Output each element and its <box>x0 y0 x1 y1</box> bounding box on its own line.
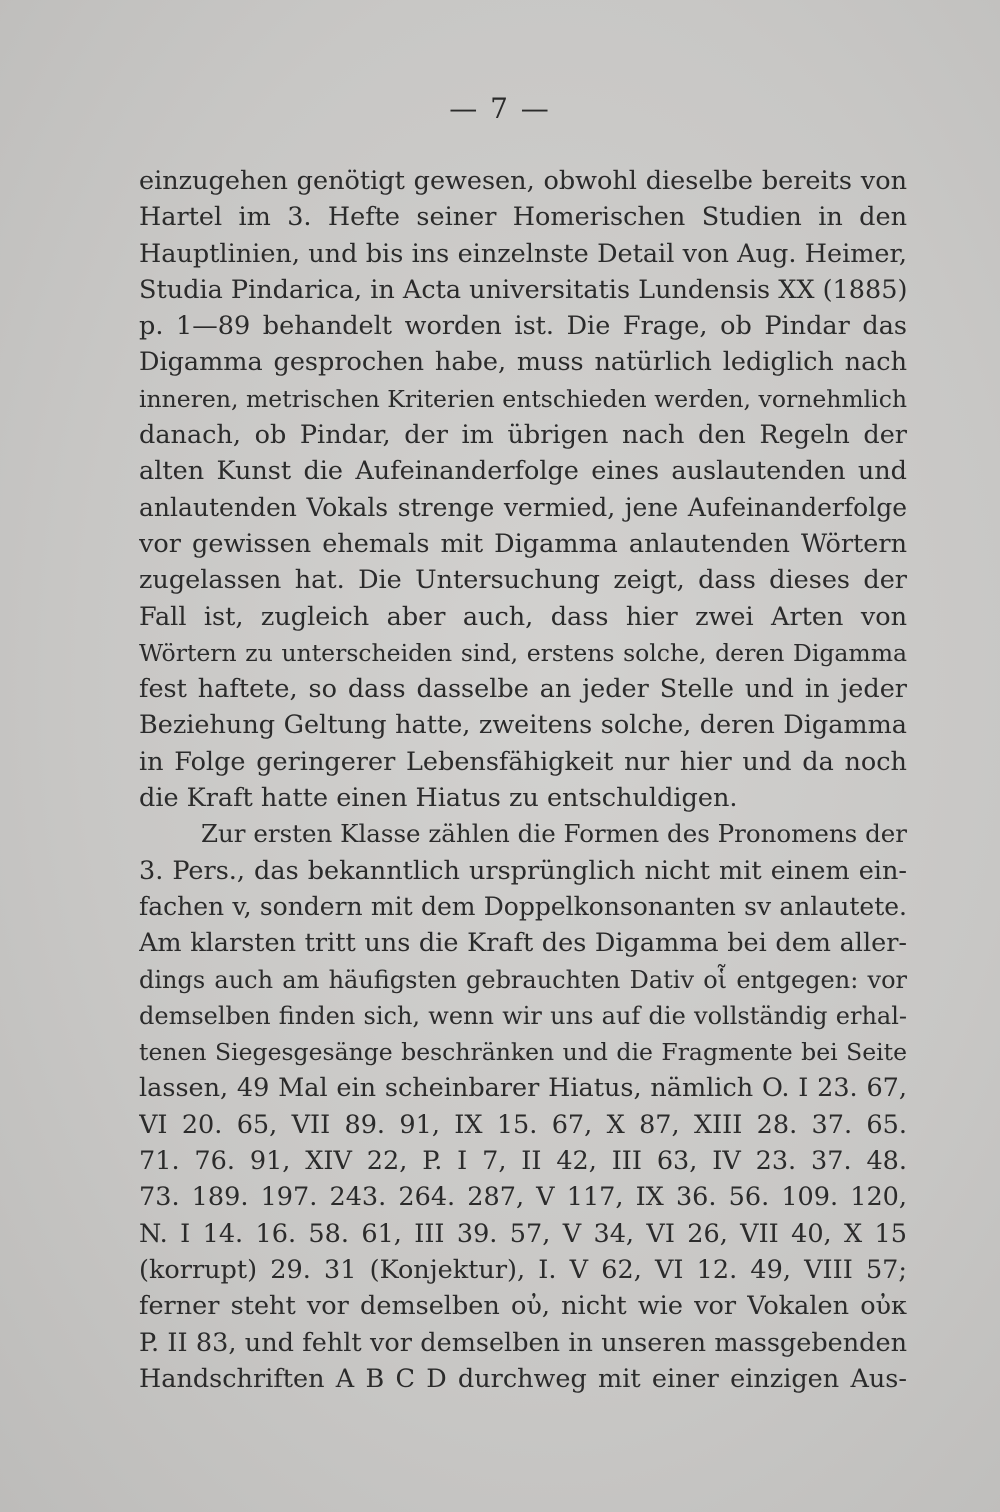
text-line: Am klarsten tritt uns die Kraft des Digamma bei dem aller- <box>139 928 907 959</box>
text-line: Fall ist, zugleich aber auch, dass hier zwei Arten von <box>139 601 907 632</box>
text-line: anlautenden Vokals strenge vermied, jene Aufeinanderfolge <box>139 492 907 522</box>
text-line: Beziehung Geltung hatte, zweitens solche, deren Digamma <box>139 710 907 741</box>
text-line: N. I 14. 16. 58. 61, III 39. 57, V 34, VI 26, VII 40, X 15 <box>139 1218 907 1249</box>
text-line: die Kraft hatte einen Hiatus zu entschuldigen. <box>139 783 738 814</box>
body-text <box>139 163 907 1397</box>
text-line: vor gewissen ehemals mit Digamma anlautenden Wörtern <box>139 528 907 559</box>
text-line: 71. 76. 91, XIV 22, P. I 7, II 42, III 63, IV 23. 37. 48. <box>139 1146 907 1177</box>
text-line: ferner steht vor demselben οὐ, nicht wie vor Vokalen οὐκ <box>139 1291 907 1322</box>
text-line: p. 1—89 behandelt worden ist. Die Frage, ob Pindar das <box>139 311 907 342</box>
text-line: danach, ob Pindar, der im übrigen nach den Regeln der <box>139 420 907 451</box>
text-line: 3. Pers., das bekanntlich ursprünglich nicht mit einem ein- <box>139 855 907 886</box>
text-line: lassen, 49 Mal ein scheinbarer Hiatus, nämlich O. I 23. 67, <box>139 1073 907 1104</box>
text-line: Handschriften A B C D durchweg mit einer einzigen Aus- <box>139 1363 907 1394</box>
text-line: Studia Pindarica, in Acta universitatis Lundensis XX (1885) <box>139 274 907 305</box>
page-number: — 7 — <box>449 92 551 125</box>
text-line: zugelassen hat. Die Untersuchung zeigt, dass dieses der <box>139 565 907 596</box>
text-line: alten Kunst die Aufeinanderfolge eines auslautenden und <box>139 456 907 487</box>
text-line: tenen Siegesgesänge beschränken und die Fragmente bei Seite <box>139 1038 907 1067</box>
text-line: in Folge geringerer Lebensfähigkeit nur hier und da noch <box>139 746 907 777</box>
text-line: demselben finden sich, wenn wir uns auf die vollständig erhal- <box>139 1001 907 1030</box>
text-line: VI 20. 65, VII 89. 91, IX 15. 67, X 87, XIII 28. 37. 65. <box>139 1109 907 1140</box>
text-line: P. II 83, und fehlt vor demselben in unseren massgebenden <box>139 1327 907 1358</box>
text-line: dings auch am häufigsten gebrauchten Dativ οἷ entgegen: vor <box>139 965 907 994</box>
text-line: inneren, metrischen Kriterien entschieden werden, vornehmlich <box>139 384 907 413</box>
text-line: fest haftete, so dass dasselbe an jeder Stelle und in jeder <box>139 674 907 705</box>
text-line: Hartel im 3. Hefte seiner Homerischen Studien in den <box>139 202 907 233</box>
text-line: einzugehen genötigt gewesen, obwohl dieselbe bereits von <box>139 166 907 196</box>
text-line: Hauptlinien, und bis ins einzelnste Detail von Aug. Heimer, <box>139 238 907 269</box>
text-line: Wörtern zu unterscheiden sind, erstens solche, deren Digamma <box>139 638 907 667</box>
text-line: Zur ersten Klasse zählen die Formen des Pronomens der <box>201 819 907 849</box>
text-line: 73. 189. 197. 243. 264. 287, V 117, IX 36. 56. 109. 120, <box>139 1182 907 1213</box>
text-line: Digamma gesprochen habe, muss natürlich lediglich nach <box>139 347 907 378</box>
text-line: fachen v, sondern mit dem Doppelkonsonanten sv anlautete. <box>139 891 907 921</box>
text-line: (korrupt) 29. 31 (Konjektur), I. V 62, VI 12. 49, VIII 57; <box>139 1254 907 1285</box>
